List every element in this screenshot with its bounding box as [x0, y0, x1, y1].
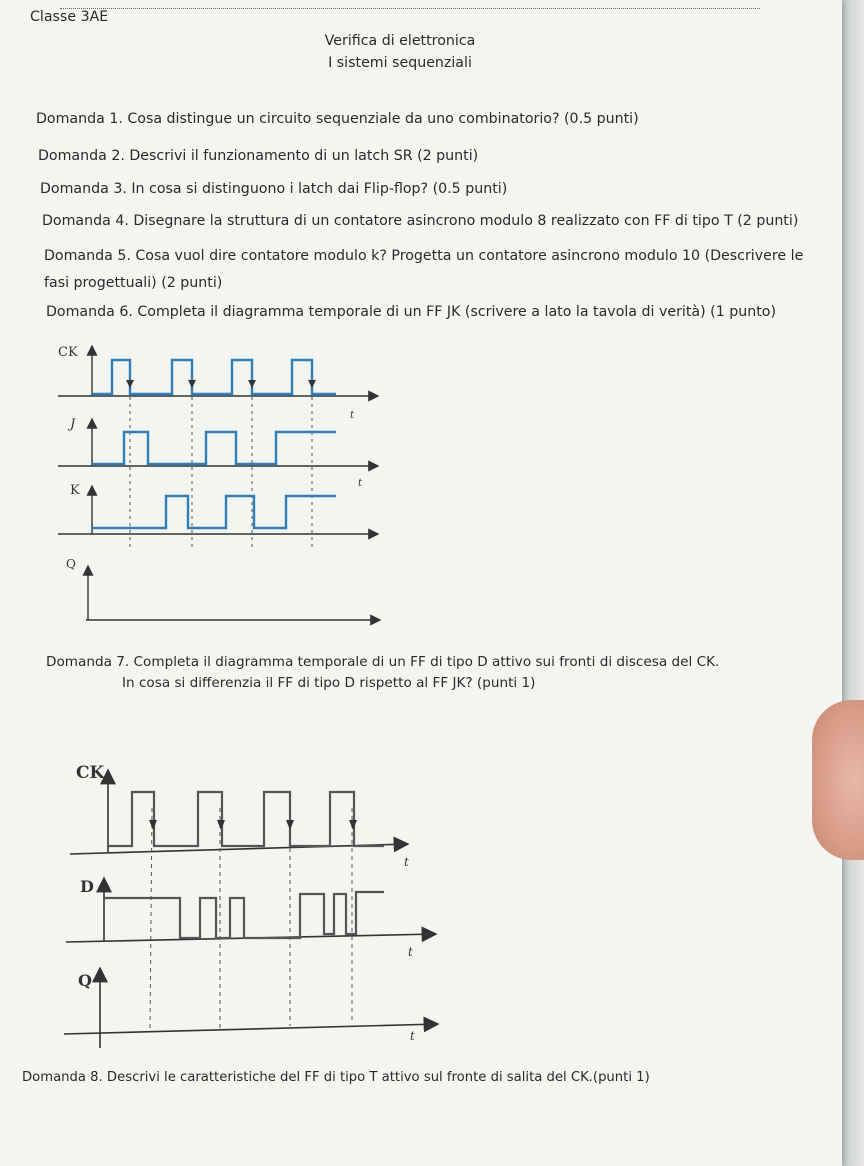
jk-timing-diagram: [40, 336, 440, 636]
page-title: Verifica di elettronica: [324, 33, 476, 49]
q-time-axis: [64, 1024, 438, 1034]
d-axis-label: D: [80, 877, 94, 896]
question-8: Domanda 8. Descrivi le caratteristiche del FF di tipo T attivo sul fronte di salita del CK.(punti 1): [22, 1070, 650, 1085]
question-5-continued: fasi progettuali) (2 punti): [44, 275, 223, 291]
header-dotted-line: [60, 0, 760, 9]
j-t-label: t: [358, 478, 363, 489]
question-1: Domanda 1. Cosa distingue un circuito sequenziale da uno combinatorio? (0.5 punti): [36, 111, 639, 127]
question-5: Domanda 5. Cosa vuol dire contatore modulo k? Progetta un contatore asincrono modulo 10 (Descrivere le: [44, 248, 804, 264]
j-signal: [92, 432, 336, 464]
q-t-label: t: [410, 1029, 415, 1043]
j-axis-label: J: [70, 417, 76, 432]
d-timing-diagram: [60, 748, 460, 1068]
ck-falling-edge-marker-1: [126, 380, 134, 388]
ck-falling-edge-marker-4: [308, 380, 316, 388]
question-7: Domanda 7. Completa il diagramma temporale di un FF di tipo D attivo sui fronti di discesa del CK.: [46, 654, 720, 670]
ck-axis-label: CK: [76, 763, 105, 783]
thumb-holding-paper: [812, 700, 864, 860]
ck-falling-edge-marker-1: [149, 820, 157, 830]
ck-falling-edge-marker-3: [248, 380, 256, 388]
d-t-label: t: [408, 945, 413, 959]
ck-t-label: t: [404, 855, 409, 869]
question-7-continued: In cosa si differenzia il FF di tipo D rispetto al FF JK? (punti 1): [122, 675, 536, 691]
question-4: Domanda 4. Disegnare la struttura di un contatore asincrono modulo 8 realizzato con FF di tipo T (2 punti): [42, 213, 799, 229]
q-axis-label: Q: [78, 971, 92, 990]
ck-signal: [108, 792, 384, 846]
ck-signal: [92, 360, 336, 394]
d-signal: [104, 892, 384, 938]
q-axis-label: Q: [66, 557, 76, 571]
k-axis-label: K: [70, 483, 80, 498]
ck-falling-edge-marker-2: [217, 820, 225, 830]
ck-falling-edge-marker-3: [286, 820, 294, 830]
guide-line-1: [150, 808, 152, 1030]
k-signal: [92, 496, 336, 528]
page-subtitle: I sistemi sequenziali: [328, 55, 472, 71]
ck-axis-label: CK: [58, 345, 78, 360]
background-strip: [842, 0, 864, 1166]
ck-falling-edge-marker-4: [349, 820, 357, 830]
class-label: Classe 3AE: [30, 9, 109, 25]
question-3: Domanda 3. In cosa si distinguono i latch dai Flip-flop? (0.5 punti): [40, 181, 508, 197]
question-2: Domanda 2. Descrivi il funzionamento di un latch SR (2 punti): [38, 148, 479, 164]
ck-t-label: t: [350, 410, 355, 421]
question-6: Domanda 6. Completa il diagramma temporale di un FF JK (scrivere a lato la tavola di verità) (1 punto): [46, 304, 777, 320]
ck-falling-edge-marker-2: [188, 380, 196, 388]
